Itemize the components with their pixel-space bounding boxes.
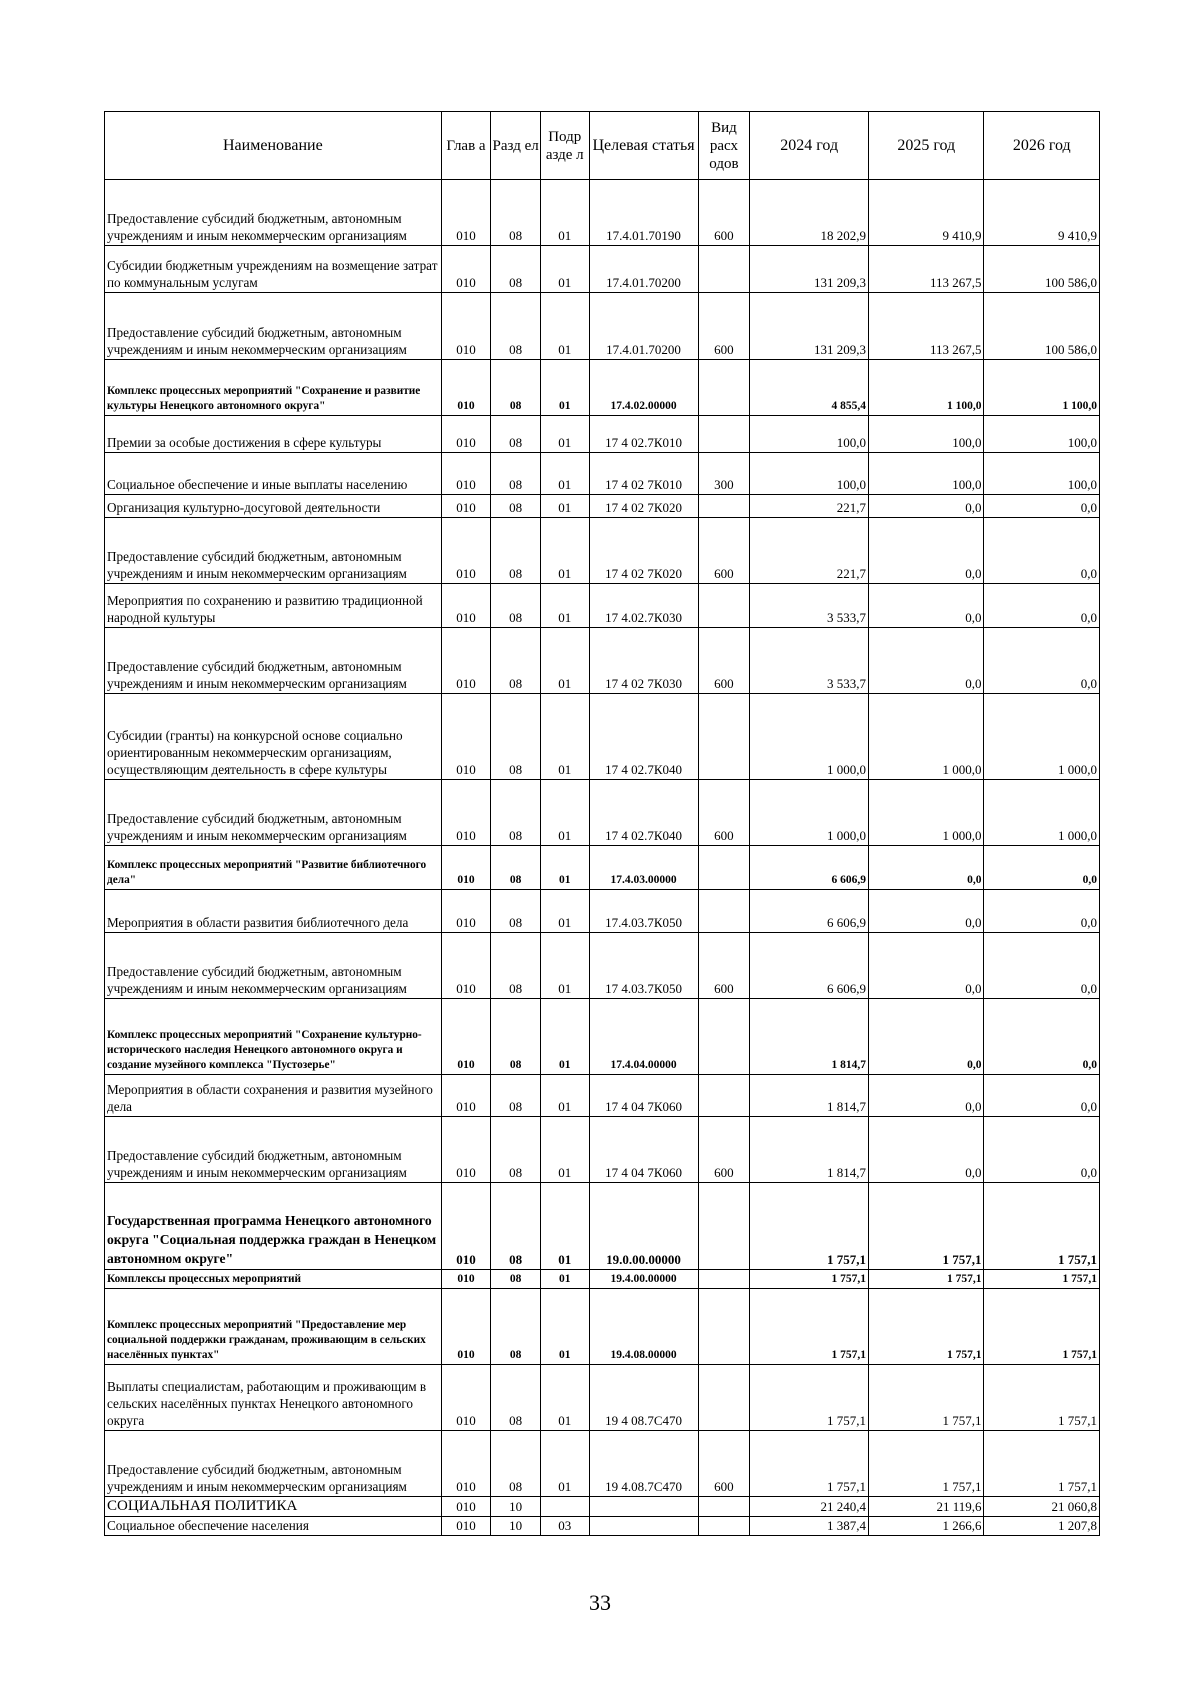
- cell-cs: 17 4 02.7К010: [589, 416, 698, 453]
- cell-podr: 01: [540, 180, 589, 246]
- table-row: [105, 360, 1100, 416]
- cell-vr: [698, 846, 750, 890]
- table-row: [105, 416, 1100, 453]
- cell-glav: 010: [441, 628, 491, 694]
- cell-razd: 08: [491, 293, 541, 360]
- cell-vr: [698, 416, 750, 453]
- cell-cs: 17 4.02.7К030: [589, 584, 698, 628]
- cell-y2025: 0,0: [869, 628, 984, 694]
- cell-name: Субсидии бюджетным учреждениям на возмещение затрат по коммунальным услугам: [105, 246, 442, 293]
- cell-vr: [698, 890, 750, 933]
- budget-table-page: [104, 111, 1100, 1536]
- cell-name: Предоставление субсидий бюджетным, автономным учреждениям и иным некоммерческим организациям: [105, 180, 442, 246]
- cell-name: Субсидии (гранты) на конкурсной основе социально ориентированным некоммерческим организациям, осуществляющим деятельность в сфере культуры: [105, 694, 442, 780]
- cell-glav: 010: [441, 1270, 491, 1289]
- cell-glav: 010: [441, 1431, 491, 1497]
- cell-y2026: 1 757,1: [984, 1365, 1100, 1431]
- cell-podr: 01: [540, 360, 589, 416]
- cell-glav: 010: [441, 890, 491, 933]
- col-header-cs: Целевая статья: [589, 112, 698, 180]
- cell-razd: 08: [491, 180, 541, 246]
- cell-y2024: 18 202,9: [750, 180, 869, 246]
- cell-name: Комплекс процессных мероприятий "Сохранение культурно-исторического наследия Ненецкого автономного округа и создание музейного комплекса "Пустозерье": [105, 999, 442, 1075]
- cell-cs: 17 4 02 7К020: [589, 518, 698, 584]
- cell-y2025: 1 000,0: [869, 780, 984, 846]
- table-row: [105, 999, 1100, 1075]
- cell-y2024: 221,7: [750, 495, 869, 518]
- cell-y2024: 100,0: [750, 416, 869, 453]
- cell-y2025: 1 000,0: [869, 694, 984, 780]
- cell-name: Комплекс процессных мероприятий "Развитие библиотечного дела": [105, 846, 442, 890]
- cell-cs: 17.4.01.70200: [589, 246, 698, 293]
- cell-y2024: 131 209,3: [750, 246, 869, 293]
- cell-cs: 17 4 02.7К040: [589, 694, 698, 780]
- col-header-vr: Вид расх одов: [698, 112, 750, 180]
- cell-vr: [698, 360, 750, 416]
- cell-razd: 08: [491, 453, 541, 495]
- cell-name: Предоставление субсидий бюджетным, автономным учреждениям и иным некоммерческим организациям: [105, 933, 442, 999]
- cell-razd: 08: [491, 1289, 541, 1365]
- cell-glav: 010: [441, 999, 491, 1075]
- cell-podr: 01: [540, 416, 589, 453]
- cell-y2026: 0,0: [984, 495, 1100, 518]
- cell-podr: 01: [540, 890, 589, 933]
- cell-cs: [589, 1497, 698, 1517]
- table-row: [105, 495, 1100, 518]
- table-row: [105, 1183, 1100, 1270]
- col-header-2024: 2024 год: [750, 112, 869, 180]
- cell-name: Комплекс процессных мероприятий "Сохранение и развитие культуры Ненецкого автономного округа": [105, 360, 442, 416]
- table-row: [105, 1497, 1100, 1517]
- cell-vr: [698, 1270, 750, 1289]
- cell-podr: 01: [540, 628, 589, 694]
- cell-name: Комплекс процессных мероприятий "Предоставление мер социальной поддержки гражданам, проживающим в сельских населённых пунктах": [105, 1289, 442, 1365]
- cell-y2024: 6 606,9: [750, 846, 869, 890]
- cell-name: Мероприятия в области развития библиотечного дела: [105, 890, 442, 933]
- cell-y2025: 0,0: [869, 1075, 984, 1117]
- cell-y2024: 1 814,7: [750, 1117, 869, 1183]
- cell-razd: 10: [491, 1517, 541, 1536]
- cell-vr: [698, 1289, 750, 1365]
- cell-y2025: 1 100,0: [869, 360, 984, 416]
- table-row: [105, 1117, 1100, 1183]
- cell-y2024: 1 814,7: [750, 999, 869, 1075]
- table-row: [105, 933, 1100, 999]
- cell-y2025: 9 410,9: [869, 180, 984, 246]
- cell-glav: 010: [441, 846, 491, 890]
- cell-y2024: 3 533,7: [750, 628, 869, 694]
- cell-name: Предоставление субсидий бюджетным, автономным учреждениям и иным некоммерческим организациям: [105, 628, 442, 694]
- table-row: [105, 1270, 1100, 1289]
- cell-glav: 010: [441, 780, 491, 846]
- cell-y2026: 100,0: [984, 416, 1100, 453]
- cell-y2026: 0,0: [984, 1075, 1100, 1117]
- cell-name: Социальное обеспечение и иные выплаты населению: [105, 453, 442, 495]
- cell-cs: 17 4 04 7К060: [589, 1117, 698, 1183]
- cell-y2025: 113 267,5: [869, 293, 984, 360]
- cell-y2025: 1 757,1: [869, 1365, 984, 1431]
- cell-glav: 010: [441, 293, 491, 360]
- cell-razd: 08: [491, 1183, 541, 1270]
- cell-vr: [698, 1075, 750, 1117]
- cell-podr: 01: [540, 495, 589, 518]
- cell-razd: 08: [491, 518, 541, 584]
- cell-y2025: 1 266,6: [869, 1517, 984, 1536]
- cell-vr: 600: [698, 780, 750, 846]
- cell-y2025: 0,0: [869, 933, 984, 999]
- cell-glav: 010: [441, 453, 491, 495]
- table-row: [105, 518, 1100, 584]
- cell-glav: 010: [441, 360, 491, 416]
- cell-name: Выплаты специалистам, работающим и проживающим в сельских населённых пунктах Ненецкого автономного округа: [105, 1365, 442, 1431]
- cell-podr: 01: [540, 246, 589, 293]
- cell-y2024: 1 814,7: [750, 1075, 869, 1117]
- cell-glav: 010: [441, 1497, 491, 1517]
- cell-y2026: 1 000,0: [984, 694, 1100, 780]
- cell-cs: 17 4 02 7К020: [589, 495, 698, 518]
- cell-y2025: 21 119,6: [869, 1497, 984, 1517]
- cell-y2026: 100 586,0: [984, 293, 1100, 360]
- cell-y2024: 1 757,1: [750, 1431, 869, 1497]
- cell-y2026: 1 000,0: [984, 780, 1100, 846]
- table-row: [105, 1517, 1100, 1536]
- cell-cs: 17.4.01.70200: [589, 293, 698, 360]
- col-header-glav: Глав а: [441, 112, 491, 180]
- cell-cs: 19.4.00.00000: [589, 1270, 698, 1289]
- cell-y2024: 1 757,1: [750, 1289, 869, 1365]
- cell-glav: 010: [441, 1075, 491, 1117]
- cell-y2026: 0,0: [984, 846, 1100, 890]
- cell-name: Комплексы процессных мероприятий: [105, 1270, 442, 1289]
- cell-vr: [698, 694, 750, 780]
- cell-y2024: 6 606,9: [750, 890, 869, 933]
- cell-glav: 010: [441, 1517, 491, 1536]
- cell-podr: 01: [540, 1365, 589, 1431]
- cell-y2025: 1 757,1: [869, 1270, 984, 1289]
- cell-glav: 010: [441, 1365, 491, 1431]
- cell-podr: 01: [540, 1289, 589, 1365]
- cell-name: Предоставление субсидий бюджетным, автономным учреждениям и иным некоммерческим организациям: [105, 518, 442, 584]
- cell-y2026: 0,0: [984, 933, 1100, 999]
- cell-razd: 08: [491, 890, 541, 933]
- cell-glav: 010: [441, 518, 491, 584]
- cell-y2025: 0,0: [869, 518, 984, 584]
- cell-vr: 600: [698, 933, 750, 999]
- table-row: [105, 694, 1100, 780]
- cell-vr: [698, 1365, 750, 1431]
- cell-razd: 08: [491, 1117, 541, 1183]
- cell-vr: [698, 246, 750, 293]
- col-header-2025: 2025 год: [869, 112, 984, 180]
- cell-y2024: 4 855,4: [750, 360, 869, 416]
- cell-y2025: 1 757,1: [869, 1289, 984, 1365]
- cell-name: Организация культурно-досуговой деятельности: [105, 495, 442, 518]
- cell-cs: 17.4.04.00000: [589, 999, 698, 1075]
- cell-vr: [698, 1497, 750, 1517]
- cell-y2026: 1 100,0: [984, 360, 1100, 416]
- cell-vr: [698, 495, 750, 518]
- table-row: [105, 1289, 1100, 1365]
- table-row: [105, 1431, 1100, 1497]
- cell-y2025: 0,0: [869, 999, 984, 1075]
- cell-y2026: 21 060,8: [984, 1497, 1100, 1517]
- cell-podr: [540, 1497, 589, 1517]
- cell-y2024: 1 387,4: [750, 1517, 869, 1536]
- cell-cs: 17 4 02.7К040: [589, 780, 698, 846]
- cell-y2024: 6 606,9: [750, 933, 869, 999]
- cell-razd: 08: [491, 694, 541, 780]
- cell-cs: 17 4 02 7К010: [589, 453, 698, 495]
- cell-podr: 01: [540, 293, 589, 360]
- cell-vr: [698, 584, 750, 628]
- cell-razd: 08: [491, 584, 541, 628]
- cell-glav: 010: [441, 180, 491, 246]
- col-header-podr: Подр азде л: [540, 112, 589, 180]
- cell-y2026: 0,0: [984, 999, 1100, 1075]
- cell-y2025: 1 757,1: [869, 1183, 984, 1270]
- cell-y2025: 0,0: [869, 846, 984, 890]
- cell-podr: 01: [540, 1431, 589, 1497]
- cell-y2026: 1 757,1: [984, 1289, 1100, 1365]
- table-row: [105, 780, 1100, 846]
- cell-y2026: 100 586,0: [984, 246, 1100, 293]
- cell-cs: 19.4.08.00000: [589, 1289, 698, 1365]
- cell-y2025: 0,0: [869, 1117, 984, 1183]
- cell-name: Премии за особые достижения в сфере культуры: [105, 416, 442, 453]
- cell-vr: [698, 1183, 750, 1270]
- cell-vr: 600: [698, 180, 750, 246]
- cell-razd: 08: [491, 1270, 541, 1289]
- cell-cs: 17.4.02.00000: [589, 360, 698, 416]
- cell-razd: 08: [491, 999, 541, 1075]
- cell-razd: 08: [491, 495, 541, 518]
- cell-vr: 600: [698, 628, 750, 694]
- cell-cs: 19.0.00.00000: [589, 1183, 698, 1270]
- cell-vr: 600: [698, 293, 750, 360]
- cell-name: Мероприятия в области сохранения и развития музейного дела: [105, 1075, 442, 1117]
- cell-y2024: 221,7: [750, 518, 869, 584]
- cell-podr: 01: [540, 584, 589, 628]
- cell-podr: 01: [540, 1117, 589, 1183]
- cell-cs: [589, 1517, 698, 1536]
- cell-vr: 600: [698, 1117, 750, 1183]
- cell-glav: 010: [441, 1117, 491, 1183]
- table-row: [105, 628, 1100, 694]
- cell-cs: 19 4 08.7С470: [589, 1365, 698, 1431]
- cell-glav: 010: [441, 694, 491, 780]
- cell-y2026: 1 757,1: [984, 1270, 1100, 1289]
- cell-cs: 17.4.01.70190: [589, 180, 698, 246]
- cell-y2026: 0,0: [984, 1117, 1100, 1183]
- cell-name: Государственная программа Ненецкого автономного округа "Социальная поддержка граждан в Ненецком автономном округе": [105, 1183, 442, 1270]
- cell-podr: 01: [540, 1183, 589, 1270]
- cell-y2024: 1 000,0: [750, 694, 869, 780]
- cell-glav: 010: [441, 1183, 491, 1270]
- table-row: [105, 890, 1100, 933]
- cell-y2026: 0,0: [984, 628, 1100, 694]
- cell-y2025: 0,0: [869, 584, 984, 628]
- cell-y2026: 1 207,8: [984, 1517, 1100, 1536]
- cell-y2026: 0,0: [984, 584, 1100, 628]
- cell-glav: 010: [441, 246, 491, 293]
- cell-razd: 08: [491, 846, 541, 890]
- table-row: [105, 846, 1100, 890]
- cell-y2024: 1 000,0: [750, 780, 869, 846]
- cell-podr: 03: [540, 1517, 589, 1536]
- cell-y2025: 113 267,5: [869, 246, 984, 293]
- cell-podr: 01: [540, 694, 589, 780]
- table-row: [105, 584, 1100, 628]
- cell-y2024: 1 757,1: [750, 1365, 869, 1431]
- cell-podr: 01: [540, 518, 589, 584]
- table-row: [105, 246, 1100, 293]
- cell-cs: 17 4 02 7К030: [589, 628, 698, 694]
- cell-glav: 010: [441, 416, 491, 453]
- cell-name: Предоставление субсидий бюджетным, автономным учреждениям и иным некоммерческим организациям: [105, 780, 442, 846]
- cell-razd: 08: [491, 628, 541, 694]
- cell-razd: 08: [491, 416, 541, 453]
- table-row: [105, 293, 1100, 360]
- cell-cs: 17.4.03.00000: [589, 846, 698, 890]
- cell-y2025: 0,0: [869, 890, 984, 933]
- cell-y2026: 9 410,9: [984, 180, 1100, 246]
- cell-y2026: 100,0: [984, 453, 1100, 495]
- cell-podr: 01: [540, 1270, 589, 1289]
- cell-cs: 17 4 04 7К060: [589, 1075, 698, 1117]
- cell-name: Предоставление субсидий бюджетным, автономным учреждениям и иным некоммерческим организациям: [105, 1117, 442, 1183]
- cell-vr: [698, 1517, 750, 1536]
- cell-razd: 08: [491, 933, 541, 999]
- cell-y2025: 1 757,1: [869, 1431, 984, 1497]
- cell-vr: 600: [698, 1431, 750, 1497]
- cell-glav: 010: [441, 933, 491, 999]
- cell-y2024: 131 209,3: [750, 293, 869, 360]
- col-header-name: Наименование: [105, 112, 442, 180]
- cell-y2026: 1 757,1: [984, 1431, 1100, 1497]
- cell-y2026: 0,0: [984, 518, 1100, 584]
- cell-name: Мероприятия по сохранению и развитию традиционной народной культуры: [105, 584, 442, 628]
- cell-glav: 010: [441, 1289, 491, 1365]
- cell-glav: 010: [441, 584, 491, 628]
- cell-y2026: 1 757,1: [984, 1183, 1100, 1270]
- cell-name: Предоставление субсидий бюджетным, автономным учреждениям и иным некоммерческим организациям: [105, 293, 442, 360]
- table-row: [105, 1075, 1100, 1117]
- cell-cs: 17 4.03.7К050: [589, 933, 698, 999]
- table-row: [105, 180, 1100, 246]
- table-body: [105, 180, 1100, 1536]
- cell-name: СОЦИАЛЬНАЯ ПОЛИТИКА: [105, 1497, 442, 1517]
- cell-name: Социальное обеспечение населения: [105, 1517, 442, 1536]
- cell-podr: 01: [540, 933, 589, 999]
- cell-y2025: 100,0: [869, 453, 984, 495]
- col-header-2026: 2026 год: [984, 112, 1100, 180]
- cell-y2025: 0,0: [869, 495, 984, 518]
- cell-y2026: 0,0: [984, 890, 1100, 933]
- cell-vr: 300: [698, 453, 750, 495]
- header-row: [105, 112, 1100, 180]
- cell-razd: 08: [491, 1431, 541, 1497]
- cell-y2024: 3 533,7: [750, 584, 869, 628]
- cell-podr: 01: [540, 780, 589, 846]
- cell-name: Предоставление субсидий бюджетным, автономным учреждениям и иным некоммерческим организациям: [105, 1431, 442, 1497]
- cell-razd: 08: [491, 780, 541, 846]
- cell-podr: 01: [540, 999, 589, 1075]
- cell-razd: 08: [491, 246, 541, 293]
- cell-vr: 600: [698, 518, 750, 584]
- cell-y2024: 21 240,4: [750, 1497, 869, 1517]
- table-row: [105, 453, 1100, 495]
- col-header-razd: Разд ел: [491, 112, 541, 180]
- cell-y2024: 100,0: [750, 453, 869, 495]
- cell-cs: 19 4.08.7С470: [589, 1431, 698, 1497]
- cell-y2024: 1 757,1: [750, 1270, 869, 1289]
- cell-razd: 10: [491, 1497, 541, 1517]
- cell-y2024: 1 757,1: [750, 1183, 869, 1270]
- cell-razd: 08: [491, 360, 541, 416]
- cell-glav: 010: [441, 495, 491, 518]
- cell-razd: 08: [491, 1075, 541, 1117]
- cell-podr: 01: [540, 846, 589, 890]
- table-row: [105, 1365, 1100, 1431]
- cell-podr: 01: [540, 1075, 589, 1117]
- budget-table: [104, 111, 1100, 1536]
- cell-y2025: 100,0: [869, 416, 984, 453]
- cell-razd: 08: [491, 1365, 541, 1431]
- cell-podr: 01: [540, 453, 589, 495]
- cell-cs: 17.4.03.7К050: [589, 890, 698, 933]
- page-number: 33: [589, 1590, 611, 1615]
- cell-vr: [698, 999, 750, 1075]
